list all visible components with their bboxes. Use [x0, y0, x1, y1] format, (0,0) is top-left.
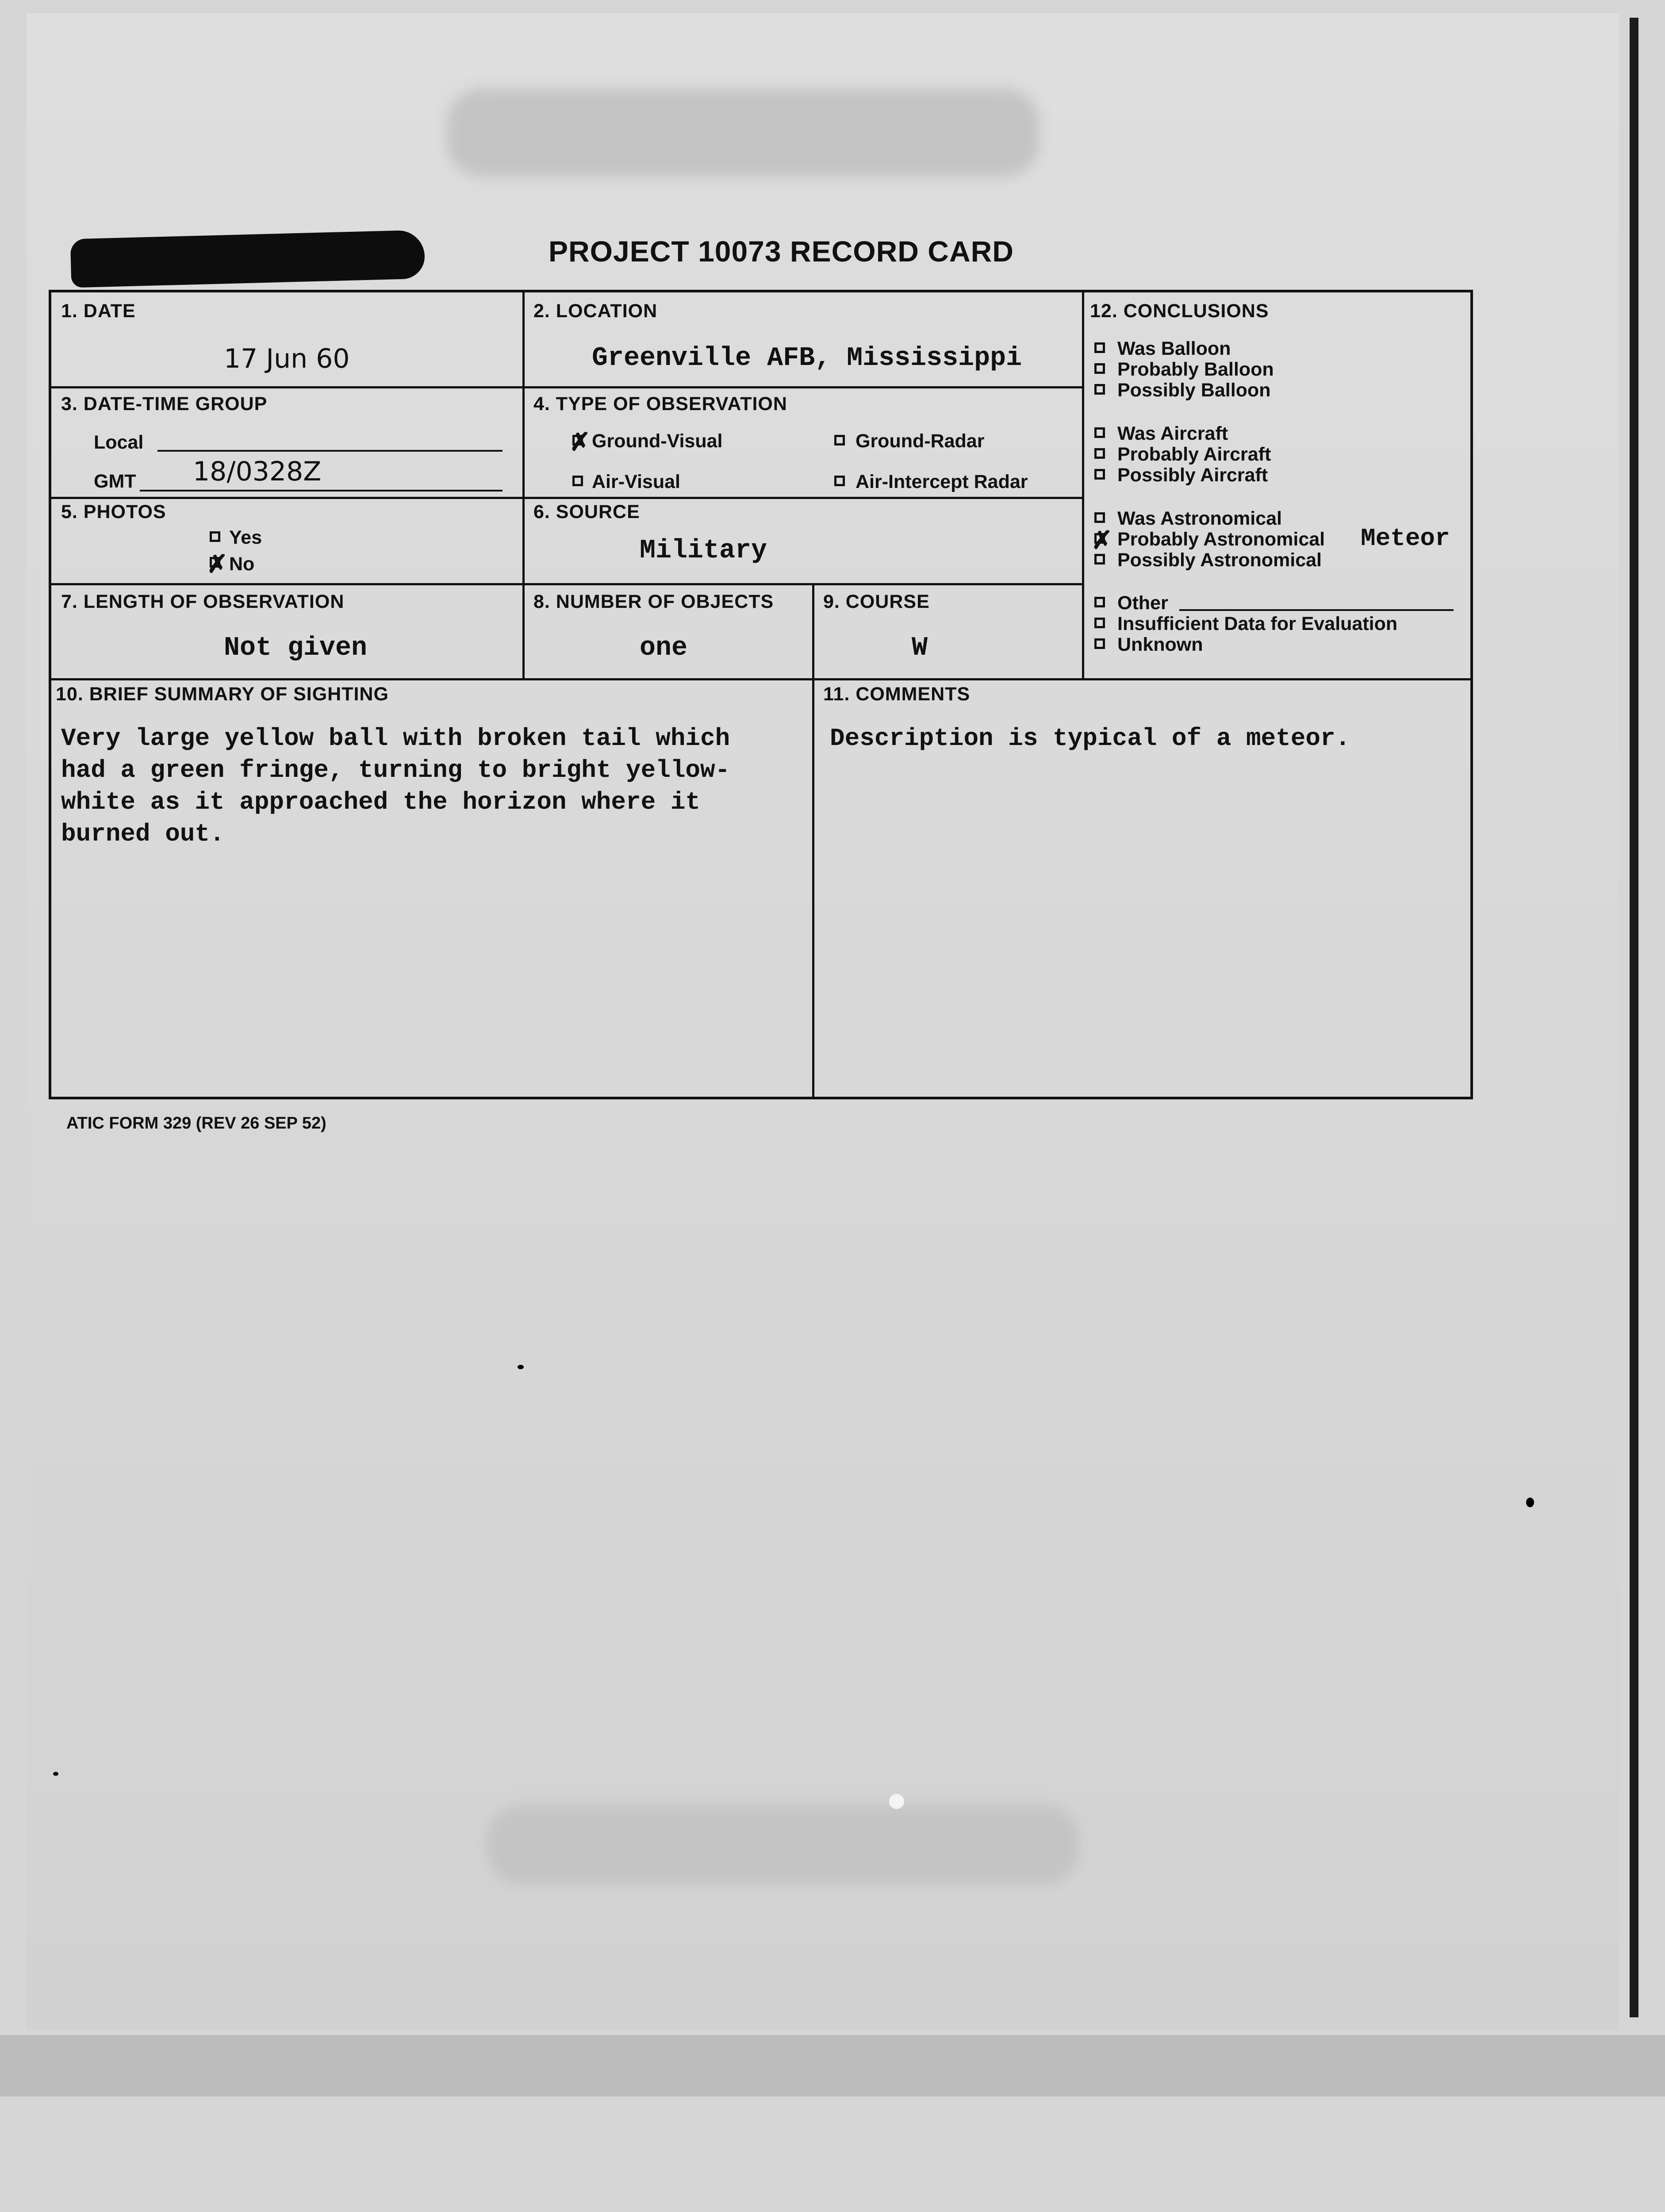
summary-line-2: had a green fringe, turning to bright yellow- [61, 756, 730, 784]
photos-yes-checkbox[interactable] [210, 531, 220, 542]
film-highlight [889, 1794, 904, 1809]
insufficient-data-option: Insufficient Data for Evaluation [1117, 613, 1398, 634]
possibly-aircraft-checkbox[interactable] [1094, 469, 1105, 480]
objects-label: 8. NUMBER OF OBJECTS [533, 591, 774, 612]
dtg-label: 3. DATE-TIME GROUP [61, 393, 268, 415]
other-option: Other [1117, 592, 1168, 614]
col-divider-2 [1082, 292, 1084, 680]
photos-label: 5. PHOTOS [61, 501, 166, 522]
ground-visual-check-mark: ✗ [570, 428, 591, 456]
top-smudge [447, 88, 1040, 177]
unknown-checkbox[interactable] [1094, 638, 1105, 649]
length-label: 7. LENGTH OF OBSERVATION [61, 591, 345, 612]
row-divider-1 [51, 386, 1082, 388]
meteor-annotation: Meteor [1361, 524, 1450, 553]
location-label: 2. LOCATION [533, 300, 658, 322]
form-id: ATIC FORM 329 (REV 26 SEP 52) [66, 1114, 326, 1133]
location-value: Greenville AFB, Mississippi [592, 343, 1022, 373]
probably-aircraft-checkbox[interactable] [1094, 448, 1105, 459]
unknown-option: Unknown [1117, 634, 1203, 655]
possibly-aircraft-option: Possibly Aircraft [1117, 465, 1268, 486]
course-value: W [912, 633, 928, 663]
ground-visual-option: Ground-Visual [592, 430, 723, 452]
film-speck [1526, 1498, 1534, 1507]
comments-label: 11. COMMENTS [823, 684, 971, 705]
col-divider-1 [522, 292, 525, 680]
summary-line-3: white as it approached the horizon where it [61, 788, 701, 816]
summary-line-1: Very large yellow ball with broken tail which [61, 724, 730, 753]
insufficient-data-checkbox[interactable] [1094, 618, 1105, 628]
was-balloon-checkbox[interactable] [1094, 342, 1105, 353]
probably-astronomical-check-mark: ✗ [1092, 526, 1113, 554]
probably-aircraft-option: Probably Aircraft [1117, 444, 1271, 465]
row-divider-3 [51, 583, 1082, 585]
gmt-line [140, 490, 503, 492]
air-visual-option: Air-Visual [592, 471, 680, 492]
summary-line-4: burned out. [61, 820, 225, 848]
photos-no-check-mark: ✗ [207, 550, 228, 578]
source-label: 6. SOURCE [533, 501, 640, 522]
course-label: 9. COURSE [823, 591, 930, 612]
length-value: Not given [224, 633, 368, 663]
comments-value: Description is typical of a meteor. [830, 724, 1350, 753]
local-line [157, 450, 503, 452]
probably-astronomical-option: Probably Astronomical [1117, 529, 1325, 550]
date-label: 1. DATE [61, 300, 136, 322]
was-aircraft-checkbox[interactable] [1094, 427, 1105, 438]
date-value: 17 Jun 60 [224, 343, 350, 374]
film-speck [518, 1365, 524, 1369]
gmt-label: GMT [94, 471, 136, 492]
was-balloon-option: Was Balloon [1117, 338, 1231, 359]
photos-yes-option: Yes [229, 527, 262, 548]
possibly-astronomical-checkbox[interactable] [1094, 554, 1105, 565]
probably-balloon-option: Probably Balloon [1117, 359, 1274, 380]
film-edge [1630, 18, 1638, 2017]
ground-radar-option: Ground-Radar [856, 430, 985, 452]
air-intercept-radar-checkbox[interactable] [834, 476, 845, 486]
ground-radar-checkbox[interactable] [834, 435, 845, 445]
other-checkbox[interactable] [1094, 597, 1105, 607]
air-intercept-radar-option: Air-Intercept Radar [856, 471, 1028, 492]
other-line [1179, 609, 1454, 611]
source-value: Military [640, 536, 767, 566]
gmt-value: 18/0328Z [193, 456, 322, 487]
redaction-bar [70, 230, 426, 288]
conclusions-label: 12. CONCLUSIONS [1090, 300, 1269, 322]
was-astronomical-option: Was Astronomical [1117, 508, 1282, 529]
air-visual-checkbox[interactable] [572, 476, 583, 486]
card-title: PROJECT 10073 RECORD CARD [549, 235, 1014, 268]
summary-label: 10. BRIEF SUMMARY OF SIGHTING [56, 684, 389, 705]
observation-type-label: 4. TYPE OF OBSERVATION [533, 393, 787, 415]
film-speck [53, 1772, 58, 1776]
row-divider-2 [51, 497, 1082, 499]
record-card [49, 290, 1473, 1099]
possibly-balloon-option: Possibly Balloon [1117, 380, 1271, 401]
local-label: Local [94, 432, 144, 453]
was-aircraft-option: Was Aircraft [1117, 423, 1228, 444]
possibly-balloon-checkbox[interactable] [1094, 384, 1105, 395]
was-astronomical-checkbox[interactable] [1094, 512, 1105, 523]
probably-balloon-checkbox[interactable] [1094, 363, 1105, 374]
col-divider-3 [812, 583, 814, 1098]
photos-no-option: No [229, 553, 255, 575]
objects-value: one [640, 633, 688, 663]
row-divider-4 [51, 678, 1471, 680]
possibly-astronomical-option: Possibly Astronomical [1117, 549, 1322, 571]
